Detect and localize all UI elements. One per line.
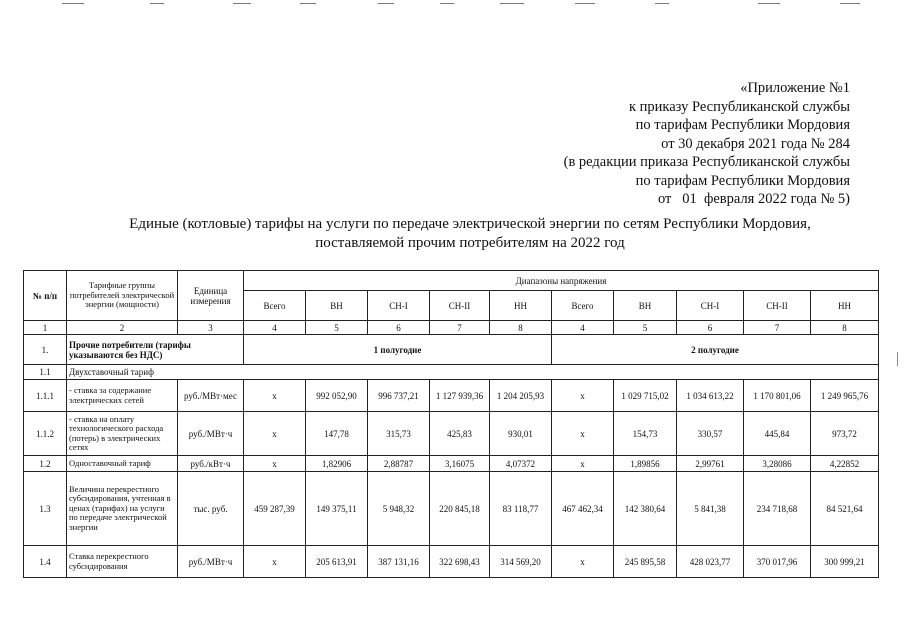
scan-edge-marks [0, 3, 905, 9]
col-header: СН-II [430, 291, 490, 321]
row-num: 1.1.2 [24, 412, 67, 456]
section-label: Прочие потребители (тарифы указываются без НДС) [67, 335, 244, 365]
value-cell: 459 287,39 [244, 472, 306, 546]
appendix-line: от 01 февраля 2022 года № 5) [657, 191, 850, 207]
col-unit-header: Единица измерения [178, 271, 244, 321]
value-cell: х [244, 456, 306, 472]
value-cell: 425,83 [430, 412, 490, 456]
value-cell: 2,88787 [368, 456, 430, 472]
col-header: Всего [244, 291, 306, 321]
index-cell: 4 [244, 321, 306, 335]
value-cell: 1 170 801,06 [744, 380, 811, 412]
appendix-line: «Приложение №1 [740, 80, 850, 96]
value-cell: 930,01 [490, 412, 552, 456]
row-label: Двухставочный тариф [67, 365, 879, 380]
index-cell: 8 [811, 321, 879, 335]
title-line: Единые (котловые) тарифы на услуги по передаче электрической энергии по сетям Республики Мордовия, [129, 216, 811, 232]
value-cell: х [244, 412, 306, 456]
index-cell: 6 [368, 321, 430, 335]
col-header: СН-I [677, 291, 744, 321]
scan-side-mark [897, 352, 898, 366]
index-cell: 4 [552, 321, 614, 335]
value-cell: 149 375,11 [306, 472, 368, 546]
row-unit: руб./МВт·ч [178, 412, 244, 456]
value-cell: 300 999,21 [811, 546, 879, 578]
index-cell: 1 [24, 321, 67, 335]
half-year-1: 1 полугодие [244, 335, 552, 365]
col-header: СН-II [744, 291, 811, 321]
index-row [24, 321, 879, 335]
index-cell: 3 [178, 321, 244, 335]
value-cell: х [552, 546, 614, 578]
value-cell: 330,57 [677, 412, 744, 456]
row-label: - ставка на оплату технологического расхода (потерь) в электрических сетях [67, 412, 178, 456]
value-cell: 3,28086 [744, 456, 811, 472]
row-unit: руб./МВт·ч [178, 546, 244, 578]
header-row [24, 271, 879, 291]
section-row [24, 335, 879, 365]
subheader-row [24, 365, 879, 380]
value-cell: х [552, 412, 614, 456]
col-num-header: № п/п [24, 271, 67, 321]
value-cell: 445,84 [744, 412, 811, 456]
col-header: ВН [306, 291, 368, 321]
value-cell: 1 029 715,02 [614, 380, 677, 412]
value-cell: 83 118,77 [490, 472, 552, 546]
table-row [24, 546, 879, 578]
value-cell: 428 023,77 [677, 546, 744, 578]
value-cell: 992 052,90 [306, 380, 368, 412]
col-header: Всего [552, 291, 614, 321]
document-title [100, 215, 840, 253]
appendix-line: по тарифам Республики Мордовия [635, 172, 850, 189]
value-cell: 1,82906 [306, 456, 368, 472]
col-group-header: Тарифные группы потребителей электрической энергии (мощности) [67, 271, 178, 321]
index-cell: 7 [744, 321, 811, 335]
appendix-line: от 30 декабря 2021 года № 284 [661, 135, 850, 152]
index-cell: 5 [614, 321, 677, 335]
col-header: НН [490, 291, 552, 321]
row-unit: тыс. руб. [178, 472, 244, 546]
value-cell: 1 127 939,36 [430, 380, 490, 412]
col-header: ВН [614, 291, 677, 321]
appendix-line: (в редакции приказа Республиканской службы [563, 154, 850, 170]
row-label: Величина перекрестного субсидирования, учтенная в ценах (тарифах) на услуги по передаче электрической энергии [67, 472, 178, 546]
value-cell: 234 718,68 [744, 472, 811, 546]
title-line: поставляемой прочим потребителям на 2022 год [315, 235, 625, 251]
value-cell: 245 895,58 [614, 546, 677, 578]
row-label: Одноставочный тариф [67, 456, 178, 472]
value-cell: х [552, 456, 614, 472]
value-cell: 1,89856 [614, 456, 677, 472]
value-cell: 467 462,34 [552, 472, 614, 546]
col-header: СН-I [368, 291, 430, 321]
row-num: 1.2 [24, 456, 67, 472]
appendix-line: по тарифам Республики Мордовия [635, 117, 850, 133]
index-cell: 7 [430, 321, 490, 335]
value-cell: 84 521,64 [811, 472, 879, 546]
value-cell: 996 737,21 [368, 380, 430, 412]
value-cell: 1 204 205,93 [490, 380, 552, 412]
table-row [24, 380, 879, 412]
row-num: 1.1 [24, 365, 67, 380]
value-cell: 322 698,43 [430, 546, 490, 578]
tariff-table-body [24, 271, 879, 578]
appendix-line: к приказу Республиканской службы [628, 98, 850, 115]
row-num: 1.3 [24, 472, 67, 546]
index-cell: 5 [306, 321, 368, 335]
value-cell: 314 569,20 [490, 546, 552, 578]
index-cell: 2 [67, 321, 178, 335]
value-cell: х [244, 380, 306, 412]
value-cell: 220 845,18 [430, 472, 490, 546]
value-cell: 5 948,32 [368, 472, 430, 546]
table-row [24, 472, 879, 546]
half-year-2: 2 полугодие [552, 335, 879, 365]
value-cell: х [552, 380, 614, 412]
row-unit: руб./кВт·ч [178, 456, 244, 472]
row-label: - ставка за содержание электрических сетей [67, 380, 178, 412]
row-num: 1.4 [24, 546, 67, 578]
voltage-ranges-header: Диапазоны напряжения [244, 271, 879, 291]
value-cell: х [244, 546, 306, 578]
value-cell: 4,07372 [490, 456, 552, 472]
value-cell: 370 017,96 [744, 546, 811, 578]
value-cell: 205 613,91 [306, 546, 368, 578]
value-cell: 4,22852 [811, 456, 879, 472]
index-cell: 8 [490, 321, 552, 335]
value-cell: 142 380,64 [614, 472, 677, 546]
value-cell: 973,72 [811, 412, 879, 456]
value-cell: 315,73 [368, 412, 430, 456]
table-row [24, 412, 879, 456]
row-label: Ставка перекрестного субсидирования [67, 546, 178, 578]
value-cell: 154,73 [614, 412, 677, 456]
value-cell: 147,78 [306, 412, 368, 456]
row-num: 1.1.1 [24, 380, 67, 412]
section-num: 1. [24, 335, 67, 365]
value-cell: 5 841,38 [677, 472, 744, 546]
value-cell: 1 249 965,76 [811, 380, 879, 412]
value-cell: 3,16075 [430, 456, 490, 472]
row-unit: руб./МВт·мес [178, 380, 244, 412]
table-row [24, 456, 879, 472]
appendix-reference [564, 79, 850, 209]
index-cell: 6 [677, 321, 744, 335]
value-cell: 387 131,16 [368, 546, 430, 578]
tariff-table [23, 270, 879, 578]
value-cell: 1 034 613,22 [677, 380, 744, 412]
value-cell: 2,99761 [677, 456, 744, 472]
col-header: НН [811, 291, 879, 321]
